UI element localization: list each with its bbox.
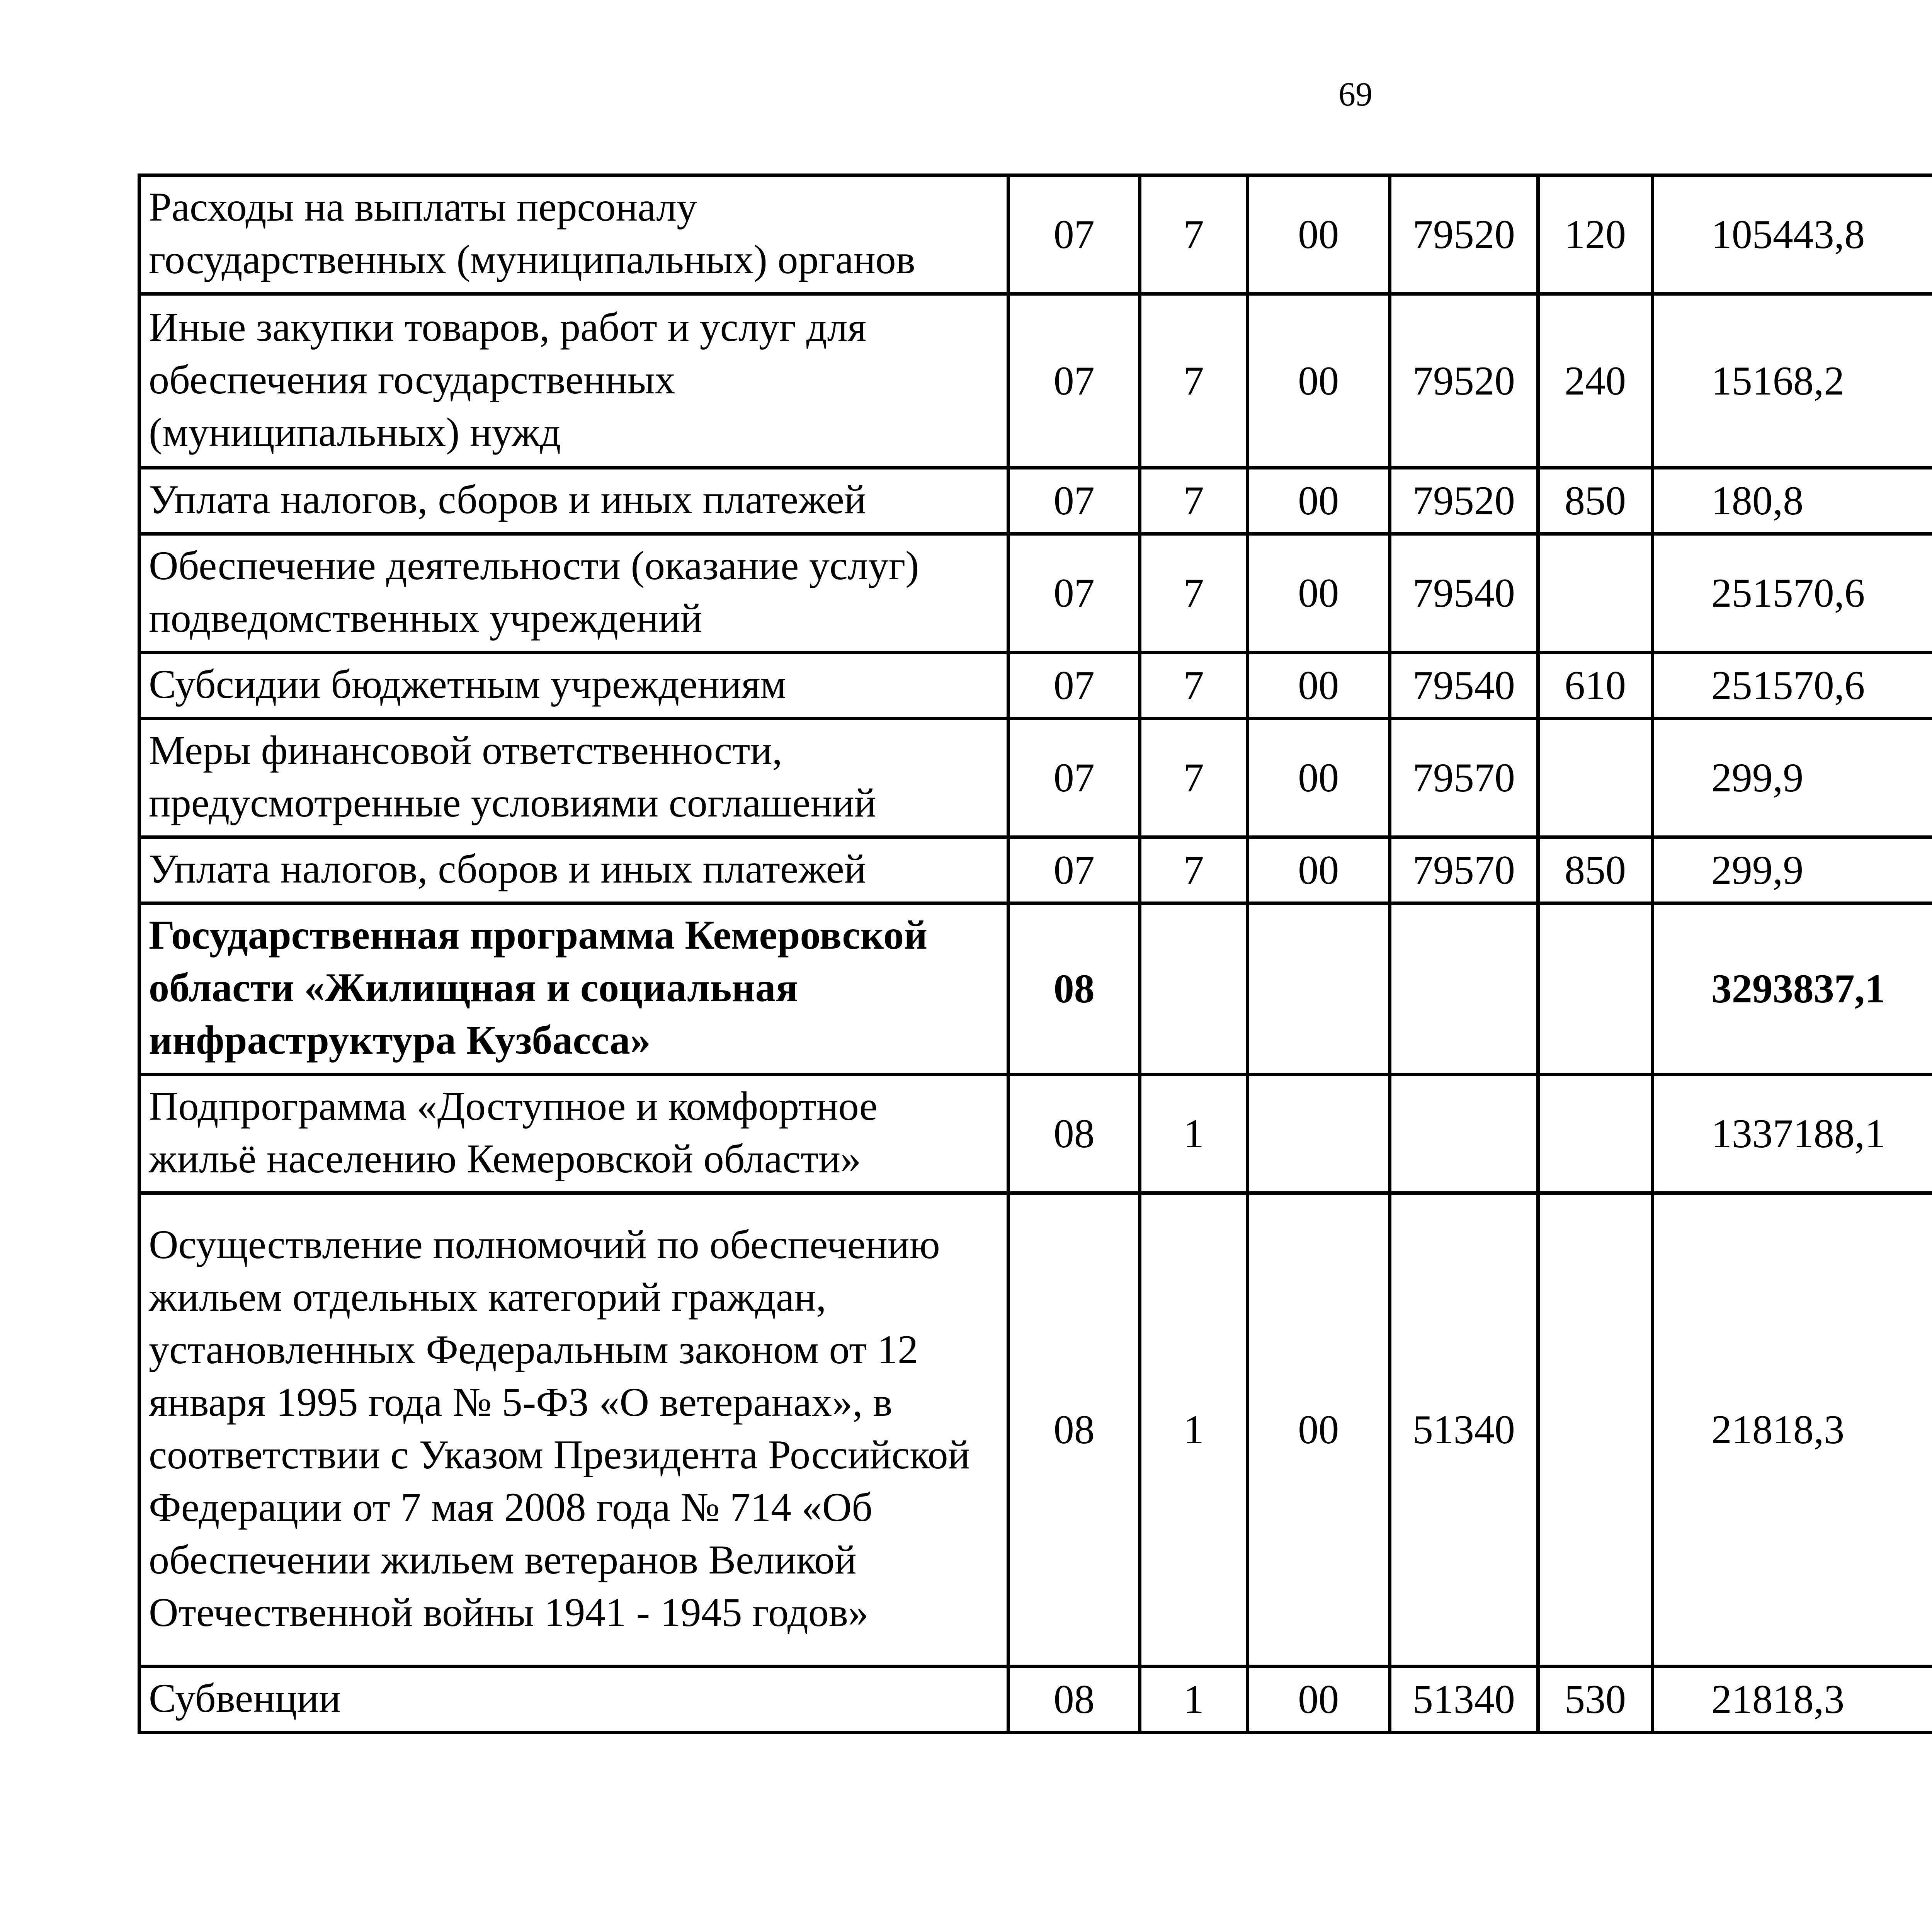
subprogram-code: [1140, 1667, 1247, 1733]
item-name: [139, 1193, 1009, 1667]
group-code: [1247, 903, 1389, 1075]
subprogram-code: [1140, 294, 1247, 468]
subprogram-code-text: 7: [1183, 212, 1204, 257]
subprogram-code-text: 7: [1183, 358, 1204, 403]
item-name: [139, 903, 1009, 1075]
amount-year-1-text: 21818,3: [1711, 1677, 1845, 1722]
expense-type-code-text: 530: [1564, 1677, 1626, 1722]
expense-type-code: [1538, 653, 1653, 719]
subprogram-code: [1140, 653, 1247, 719]
direction-code: [1389, 1075, 1538, 1193]
amount-year-1-text: 299,9: [1711, 755, 1804, 800]
amount-year-1: [1652, 1075, 1932, 1193]
item-name-text: Субвенции: [149, 1675, 341, 1721]
group-code: [1247, 468, 1389, 534]
direction-code-text: 79520: [1412, 358, 1515, 403]
item-name-text: Расходы на выплаты персоналу государственных (муниципальных) органов: [149, 184, 915, 282]
direction-code-text: 79540: [1412, 570, 1515, 616]
subprogram-code: [1140, 1075, 1247, 1193]
amount-year-1-text: 1337188,1: [1711, 1111, 1886, 1156]
expense-type-code: [1538, 837, 1653, 903]
subprogram-code-text: 1: [1183, 1111, 1204, 1156]
group-code-text: 00: [1298, 755, 1339, 800]
group-code: [1247, 175, 1389, 294]
item-name: [139, 719, 1009, 837]
amount-year-1: [1652, 468, 1932, 534]
program-code-text: 08: [1053, 1677, 1095, 1722]
subprogram-code-text: 7: [1183, 847, 1204, 893]
expense-type-code-text: 120: [1564, 212, 1626, 257]
direction-code-text: 51340: [1412, 1407, 1515, 1452]
subprogram-code-text: 7: [1183, 478, 1204, 523]
amount-year-1-text: 21818,3: [1711, 1407, 1845, 1452]
group-code: [1247, 653, 1389, 719]
expense-type-code: [1538, 719, 1653, 837]
item-name-text: Уплата налогов, сборов и иных платежей: [149, 477, 866, 522]
program-code: [1008, 653, 1140, 719]
direction-code-text: 79540: [1412, 663, 1515, 708]
subprogram-code-text: 1: [1183, 1407, 1204, 1452]
program-code: [1008, 1075, 1140, 1193]
expense-type-code-text: 850: [1564, 478, 1626, 523]
direction-code: [1389, 534, 1538, 653]
subprogram-code: [1140, 534, 1247, 653]
table-row: [139, 1667, 1932, 1733]
item-name: [139, 294, 1009, 468]
amount-year-1: [1652, 653, 1932, 719]
expense-type-code: [1538, 468, 1653, 534]
table-row: [139, 175, 1932, 294]
subprogram-code: [1140, 903, 1247, 1075]
item-name-text: Уплата налогов, сборов и иных платежей: [149, 846, 866, 891]
table-row: [139, 1193, 1932, 1667]
direction-code-text: 79520: [1412, 478, 1515, 523]
program-code-text: 07: [1053, 212, 1095, 257]
table-row: [139, 534, 1932, 653]
direction-code: [1389, 1667, 1538, 1733]
table-row: [139, 837, 1932, 903]
direction-code: [1389, 294, 1538, 468]
table-row: [139, 468, 1932, 534]
program-code: [1008, 837, 1140, 903]
table-row: [139, 1075, 1932, 1193]
item-name-text: Государственная программа Кемеровской области «Жилищная и социальная инфраструктура Кузбасса»: [149, 912, 928, 1063]
page-number: 69: [1338, 76, 1372, 113]
expense-type-code: [1538, 294, 1653, 468]
subprogram-code: [1140, 175, 1247, 294]
subprogram-code-text: 7: [1183, 755, 1204, 800]
amount-year-1-text: 251570,6: [1711, 663, 1865, 708]
direction-code-text: 79570: [1412, 847, 1515, 893]
program-code: [1008, 294, 1140, 468]
expense-type-code: [1538, 534, 1653, 653]
amount-year-1: [1652, 903, 1932, 1075]
group-code: [1247, 1667, 1389, 1733]
group-code-text: 00: [1298, 663, 1339, 708]
amount-year-1-text: 251570,6: [1711, 570, 1865, 616]
program-code-text: 07: [1053, 570, 1095, 616]
subprogram-code-text: 7: [1183, 663, 1204, 708]
amount-year-1: [1652, 175, 1932, 294]
amount-year-1: [1652, 837, 1932, 903]
subprogram-code: [1140, 719, 1247, 837]
item-name-text: Подпрограмма «Доступное и комфортное жильё населению Кемеровской области»: [149, 1084, 878, 1181]
program-code: [1008, 534, 1140, 653]
subprogram-code: [1140, 468, 1247, 534]
subprogram-code-text: 1: [1183, 1677, 1204, 1722]
expense-type-code: [1538, 903, 1653, 1075]
amount-year-1: [1652, 1667, 1932, 1733]
program-code-text: 07: [1053, 358, 1095, 403]
item-name: [139, 653, 1009, 719]
item-name-text: Обеспечение деятельности (оказание услуг) подведомственных учреждений: [149, 543, 919, 641]
program-code-text: 07: [1053, 755, 1095, 800]
group-code-text: 00: [1298, 212, 1339, 257]
program-code: [1008, 175, 1140, 294]
expense-type-code-text: 610: [1564, 663, 1626, 708]
program-code: [1008, 1667, 1140, 1733]
group-code: [1247, 534, 1389, 653]
direction-code-text: 79520: [1412, 212, 1515, 257]
program-code-text: 07: [1053, 663, 1095, 708]
expense-type-code: [1538, 1667, 1653, 1733]
direction-code: [1389, 468, 1538, 534]
item-name: [139, 837, 1009, 903]
item-name-text: Субсидии бюджетным учреждениям: [149, 662, 786, 707]
expense-type-code: [1538, 1193, 1653, 1667]
direction-code: [1389, 903, 1538, 1075]
direction-code-text: 51340: [1412, 1677, 1515, 1722]
table-row: [139, 719, 1932, 837]
table-row: [139, 903, 1932, 1075]
group-code: [1247, 837, 1389, 903]
expense-type-code-text: 850: [1564, 847, 1626, 893]
amount-year-1-text: 3293837,1: [1711, 966, 1886, 1011]
amount-year-1-text: 105443,8: [1711, 212, 1865, 257]
item-name: [139, 534, 1009, 653]
group-code-text: 00: [1298, 1677, 1339, 1722]
item-name-text: Меры финансовой ответственности, предусмотренные условиями соглашений: [149, 728, 876, 825]
table-body: [139, 175, 1932, 1733]
expense-type-code: [1538, 175, 1653, 294]
program-code-text: 07: [1053, 478, 1095, 523]
direction-code: [1389, 653, 1538, 719]
direction-code: [1389, 719, 1538, 837]
item-name: [139, 175, 1009, 294]
group-code-text: 00: [1298, 847, 1339, 893]
direction-code: [1389, 175, 1538, 294]
item-name-text: Осуществление полномочий по обеспечению жильем отдельных категорий граждан, установленных Федеральным законом от 12 января 1995 года № 5-ФЗ «О ветеранах», в соответствии с Указом Президента Российской Федерации от 7 мая 2008 года № 714 «Об обеспечении жильем ветеранов Великой Отечественной войны 1941 - 1945 годов»: [149, 1222, 970, 1635]
expense-type-code-text: 240: [1564, 358, 1626, 403]
group-code: [1247, 719, 1389, 837]
table-row: [139, 653, 1932, 719]
program-code-text: 07: [1053, 847, 1095, 893]
amount-year-1: [1652, 534, 1932, 653]
group-code: [1247, 1193, 1389, 1667]
direction-code-text: 79570: [1412, 755, 1515, 800]
program-code: [1008, 719, 1140, 837]
program-code-text: 08: [1053, 1407, 1095, 1452]
item-name-text: Иные закупки товаров, работ и услуг для обеспечения государственных (муниципальных) нужд: [149, 304, 867, 455]
program-code-text: 08: [1053, 1111, 1095, 1156]
expense-type-code: [1538, 1075, 1653, 1193]
subprogram-code: [1140, 837, 1247, 903]
item-name: [139, 468, 1009, 534]
program-code: [1008, 903, 1140, 1075]
amount-year-1: [1652, 1193, 1932, 1667]
program-code-text: 08: [1053, 966, 1095, 1011]
amount-year-1-text: 15168,2: [1711, 358, 1845, 403]
budget-table: [138, 173, 1932, 1734]
direction-code: [1389, 1193, 1538, 1667]
group-code-text: 00: [1298, 1407, 1339, 1452]
program-code: [1008, 1193, 1140, 1667]
amount-year-1-text: 299,9: [1711, 847, 1804, 893]
group-code: [1247, 294, 1389, 468]
group-code: [1247, 1075, 1389, 1193]
item-name: [139, 1667, 1009, 1733]
item-name: [139, 1075, 1009, 1193]
table-row: [139, 294, 1932, 468]
direction-code: [1389, 837, 1538, 903]
subprogram-code-text: 7: [1183, 570, 1204, 616]
amount-year-1-text: 180,8: [1711, 478, 1804, 523]
amount-year-1: [1652, 294, 1932, 468]
program-code: [1008, 468, 1140, 534]
group-code-text: 00: [1298, 570, 1339, 616]
subprogram-code: [1140, 1193, 1247, 1667]
group-code-text: 00: [1298, 358, 1339, 403]
amount-year-1: [1652, 719, 1932, 837]
group-code-text: 00: [1298, 478, 1339, 523]
